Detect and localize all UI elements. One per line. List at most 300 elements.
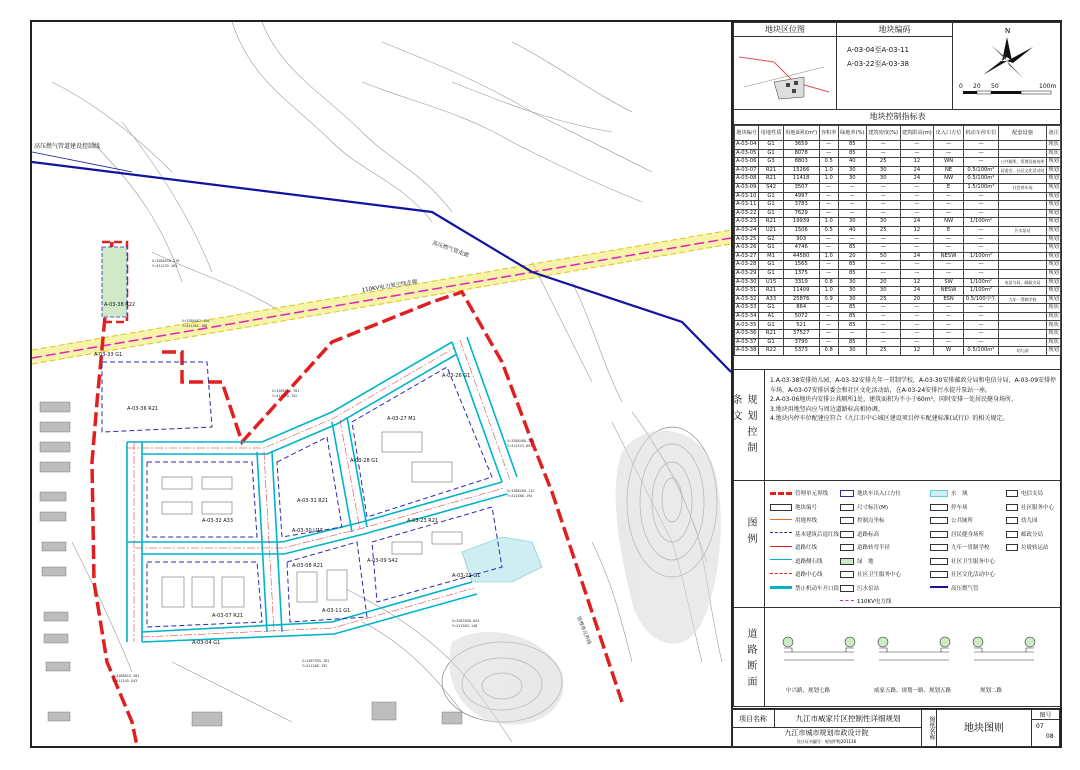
contour-lines <box>52 22 722 742</box>
legend-label: 道路标高 <box>857 531 880 538</box>
table-cell: — <box>934 338 964 347</box>
table-row <box>735 295 1061 304</box>
table-cell: 40 <box>838 226 866 235</box>
table-cell: A-03-05 <box>735 149 759 158</box>
table-cell: — <box>819 201 838 210</box>
legend-swatch <box>770 573 792 577</box>
table-cell: 1.0 <box>819 252 838 261</box>
plot-label: A-03-26 G1 <box>442 373 471 379</box>
legend-label: 道路中心线 <box>795 572 823 578</box>
legend-swatch <box>1006 504 1018 511</box>
table-row <box>735 347 1061 356</box>
table-cell: 4746 <box>783 244 819 253</box>
legend-item <box>930 530 984 538</box>
table-cell: 现状 <box>1048 149 1059 156</box>
table-row <box>735 209 1061 218</box>
table-cell: — <box>819 261 838 270</box>
table-cell: 12 <box>900 347 934 356</box>
table-cell: 1/100m² <box>963 287 998 296</box>
table-cell: — <box>900 338 934 347</box>
legend-item <box>930 516 973 524</box>
table-cell: R21 <box>759 218 783 227</box>
legend-box <box>733 480 1062 608</box>
table-cell: NW <box>934 218 964 227</box>
svg-text:Y=411268.192: Y=411268.192 <box>302 664 328 668</box>
table-cell: — <box>900 201 934 210</box>
table-cell: NESW <box>934 287 964 296</box>
plot-code-box <box>836 22 953 110</box>
table-cell: 3783 <box>783 201 819 210</box>
power-corridor <box>32 230 731 364</box>
table-cell: — <box>819 312 838 321</box>
table-cell: 50 <box>866 252 900 261</box>
table-cell: — <box>934 261 964 270</box>
institute-box <box>731 727 922 747</box>
table-cell <box>998 141 1046 150</box>
table-cell: — <box>819 149 838 158</box>
legend-swatch <box>840 571 854 578</box>
table-cell: 24 <box>900 287 934 296</box>
svg-text:X=3287935.781: X=3287935.781 <box>302 659 330 663</box>
table-cell: 24 <box>900 218 934 227</box>
table-row <box>735 330 1061 339</box>
legend-label: 社区文化活动中心 <box>951 572 996 578</box>
table-cell: 4997 <box>783 192 819 201</box>
table-cell: 0.8 <box>819 347 838 356</box>
table-cell: 19939 <box>783 218 819 227</box>
legend-swatch <box>770 586 792 590</box>
plot-label: A-03-08 R21 <box>292 563 324 569</box>
table-cell: R21 <box>759 287 783 296</box>
table-cell: — <box>963 321 998 330</box>
table-cell: A-03-11 <box>735 201 759 210</box>
table-row <box>735 183 1061 192</box>
table-cell: 37527 <box>783 330 819 339</box>
title-block <box>731 708 1060 747</box>
table-cell: — <box>819 321 838 330</box>
table-cell: 25876 <box>783 295 819 304</box>
plot-label: A-03-27 M1 <box>387 416 416 422</box>
regulation-item: 1.A-03-38安排幼儿园，A-03-32安排九年一贯制学校，A-03-30安排邮政分局和电信分局，A-03-09安排停车场，A-03-07安排居委会和社区文化活动站，在A-03-24安排污水提升泵站一座。 <box>770 377 1057 394</box>
table-cell: 30 <box>838 166 866 175</box>
table-cell: — <box>934 312 964 321</box>
table-cell: — <box>900 141 934 150</box>
table-cell: — <box>838 209 866 218</box>
table-cell: — <box>963 338 998 347</box>
plan-map <box>32 22 731 746</box>
table-cell: G1 <box>759 338 783 347</box>
table-cell: — <box>934 201 964 210</box>
table-cell: 24 <box>900 252 934 261</box>
table-cell: 0.5/100m² <box>963 166 998 175</box>
table-cell: 现状 <box>1048 338 1059 345</box>
table-cell: A-03-28 <box>735 261 759 270</box>
table-cell: 85 <box>838 244 866 253</box>
legend-item <box>1006 489 1043 497</box>
table-cell: 1.5/100m² <box>963 183 998 192</box>
table-cell: A-03-25 <box>735 235 759 244</box>
legend-label: 110KV电力线 <box>857 599 892 605</box>
table-header-cell: 绿地率(%) <box>838 126 866 141</box>
control-table <box>734 125 1061 356</box>
table-cell: — <box>900 192 934 201</box>
table-cell: 8803 <box>783 158 819 167</box>
table-cell: 1.0 <box>819 287 838 296</box>
legend-item <box>840 597 891 605</box>
legend-label: 社区卫生服务中心 <box>857 572 902 578</box>
table-cell: — <box>963 149 998 158</box>
svg-text:Y=411503.148: Y=411503.148 <box>452 624 478 628</box>
svg-text:X=3287830.024: X=3287830.024 <box>452 619 480 623</box>
table-cell: — <box>963 330 998 339</box>
table-cell: — <box>819 244 838 253</box>
table-cell <box>998 244 1046 253</box>
legend-item <box>930 543 990 551</box>
table-row <box>735 226 1061 235</box>
legend-label: 污水泵站 <box>857 585 880 592</box>
table-cell: NW <box>934 175 964 184</box>
table-cell: G1 <box>759 209 783 218</box>
table-cell: — <box>866 304 900 313</box>
table-cell: 规划 <box>1048 347 1059 354</box>
svg-text:Y=411145.543: Y=411145.543 <box>112 679 138 683</box>
table-cell: G1 <box>759 192 783 201</box>
plot-label: A-03-38 R22 <box>104 302 136 308</box>
table-cell: 25 <box>866 226 900 235</box>
sheet-no: 07 <box>1036 723 1044 730</box>
legend-swatch <box>1006 517 1018 524</box>
legend-item <box>770 489 828 497</box>
table-cell: — <box>963 226 998 235</box>
legend-label: 地块车出入口方位 <box>857 491 902 497</box>
legend-item <box>1006 503 1054 511</box>
table-cell: 公共厕所、管理及接待所 <box>998 158 1046 167</box>
table-cell: 85 <box>838 149 866 158</box>
legend-item <box>840 584 879 592</box>
legend-swatch <box>840 600 854 604</box>
table-cell: 30 <box>838 287 866 296</box>
table-row <box>735 304 1061 313</box>
table-cell: 规划 <box>1048 218 1059 225</box>
legend-label: 邮政分局 <box>1021 531 1044 538</box>
legend-item <box>840 543 890 551</box>
table-header-cell: 建筑密度(%) <box>866 126 900 141</box>
table-cell: R21 <box>759 175 783 184</box>
table-cell: — <box>866 141 900 150</box>
table-cell: — <box>866 321 900 330</box>
project-label: 项目名称 <box>731 709 775 728</box>
table-cell: — <box>900 244 934 253</box>
north-scale-box <box>952 22 1062 110</box>
table-cell: G1 <box>759 261 783 270</box>
table-cell: — <box>934 304 964 313</box>
table-cell: 12 <box>900 278 934 287</box>
table-cell: 电信分局、邮政支局 <box>998 278 1046 287</box>
table-cell: — <box>819 209 838 218</box>
table-cell: E <box>934 226 964 235</box>
legend-label: 控制点坐标 <box>857 518 885 524</box>
table-row <box>735 321 1061 330</box>
table-cell: 规划 <box>1048 192 1059 199</box>
table-row <box>735 252 1061 261</box>
legend-item <box>770 543 817 551</box>
table-cell: 3507 <box>783 183 819 192</box>
table-cell: — <box>963 201 998 210</box>
table-cell: A-03-34 <box>735 312 759 321</box>
scale-100: 100m <box>1039 83 1057 90</box>
legend-swatch <box>840 517 854 524</box>
table-cell: 规划 <box>1048 261 1059 268</box>
north-label: N <box>1005 27 1011 35</box>
table-cell: 85 <box>838 321 866 330</box>
svg-text:Y=411523.093: Y=411523.093 <box>507 444 533 448</box>
legend-label: 禁止机动车开口段 <box>795 585 840 592</box>
table-cell: — <box>963 244 998 253</box>
table-cell: — <box>900 312 934 321</box>
table-cell: 8078 <box>783 149 819 158</box>
table-cell <box>998 330 1046 339</box>
table-cell: 1/100m² <box>963 252 998 261</box>
table-cell: — <box>963 261 998 270</box>
table-cell: 3790 <box>783 338 819 347</box>
legend-swatch <box>840 558 854 565</box>
table-cell: 规划 <box>1048 287 1059 294</box>
table-cell: 30 <box>866 166 900 175</box>
legend-swatch <box>1006 544 1018 551</box>
table-cell: SW <box>934 278 964 287</box>
drawing-name-label: 图纸名称 <box>921 709 937 747</box>
legend-item <box>930 557 995 565</box>
plot-label: A-03-22 G1 <box>452 573 481 579</box>
svg-text:Y=411261.188: Y=411261.188 <box>182 324 208 328</box>
legend-label: 社区卫生服务中心 <box>951 558 996 565</box>
label-power-line: 110KV电力架空线走廊 <box>361 279 418 294</box>
sections-title: 道路断面 <box>745 628 756 692</box>
table-cell: 25 <box>866 347 900 356</box>
table-cell <box>998 261 1046 270</box>
table-header-cell: 用地性质 <box>759 126 783 141</box>
table-cell: 40 <box>838 158 866 167</box>
legend-swatch <box>930 531 948 538</box>
table-cell: — <box>963 209 998 218</box>
section-caption: 规划二路 <box>980 688 1003 694</box>
sheet-label: 图号 <box>1032 710 1059 720</box>
table-cell: 30 <box>866 218 900 227</box>
plot-label: A-03-36 R21 <box>127 406 159 412</box>
table-row <box>735 235 1061 244</box>
svg-text:X=3288480.368: X=3288480.368 <box>507 439 535 443</box>
table-cell: A-03-09 <box>735 183 759 192</box>
table-cell: A-03-33 <box>735 304 759 313</box>
table-cell: A33 <box>759 295 783 304</box>
road-section-drawings <box>774 622 1054 682</box>
table-cell: — <box>963 304 998 313</box>
table-cell: — <box>819 141 838 150</box>
table-row <box>735 287 1061 296</box>
legend-swatch <box>930 558 948 565</box>
table-cell: — <box>900 304 934 313</box>
svg-text:Y=411232.163: Y=411232.163 <box>152 264 178 268</box>
table-row <box>735 261 1061 270</box>
table-cell: — <box>866 312 900 321</box>
table-cell: A-03-32 <box>735 295 759 304</box>
legend-label: 管理单元界线 <box>795 491 829 497</box>
table-cell <box>998 338 1046 347</box>
table-cell <box>998 192 1046 201</box>
table-cell: 0.5 <box>819 226 838 235</box>
table-cell <box>998 269 1046 278</box>
table-cell: 85 <box>838 261 866 270</box>
sheet-box <box>1031 709 1060 747</box>
table-row <box>735 269 1061 278</box>
table-cell: — <box>963 192 998 201</box>
scale-0: 0 <box>959 83 963 90</box>
table-cell: A-03-10 <box>735 192 759 201</box>
table-cell: 1/100m² <box>963 278 998 287</box>
drawing-name: 地块图则 <box>936 709 1032 747</box>
table-cell: 规划 <box>1048 270 1059 276</box>
table-cell: 30 <box>838 175 866 184</box>
table-cell: — <box>819 304 838 313</box>
table-cell: 规划 <box>1048 209 1059 216</box>
table-cell: 规划 <box>1048 295 1059 302</box>
table-cell: 现状 <box>1048 312 1059 319</box>
legend-label: 道路红线 <box>795 545 818 551</box>
table-cell: — <box>866 149 900 158</box>
table-cell <box>998 175 1046 184</box>
table-cell: 规划 <box>1048 252 1059 259</box>
table-header-cell: 建筑限高(m) <box>900 126 934 141</box>
table-cell: A-03-30 <box>735 278 759 287</box>
table-cell: — <box>934 141 964 150</box>
table-header-cell: 机动车停车位 <box>963 126 998 141</box>
table-cell: — <box>963 269 998 278</box>
table-cell: — <box>900 330 934 339</box>
legend-label: 基本建筑后退红线 <box>795 531 840 538</box>
table-cell: U21 <box>759 226 783 235</box>
plot-code-line1: A-03-04至A-03-11 <box>847 46 910 54</box>
legend-label: 九年一贯制学校 <box>951 545 990 551</box>
table-cell: A-03-24 <box>735 226 759 235</box>
table-cell: R22 <box>759 347 783 356</box>
legend-swatch <box>770 546 792 550</box>
legend-item <box>840 570 901 578</box>
plot-code-line2: A-03-22至A-03-38 <box>847 60 910 68</box>
table-cell: A-03-22 <box>735 209 759 218</box>
legend-label: 水 域 <box>951 491 968 497</box>
table-cell: 污水泵站 <box>998 226 1046 235</box>
table-cell: — <box>934 244 964 253</box>
table-cell: 30 <box>838 218 866 227</box>
plot-label: A-03-31 R21 <box>297 498 329 504</box>
table-cell <box>998 321 1046 330</box>
table-cell: 15266 <box>783 166 819 175</box>
table-cell: 1.0 <box>819 175 838 184</box>
table-cell: 0.8 <box>819 278 838 287</box>
legend-label: 用地界线 <box>795 518 818 524</box>
table-cell: 85 <box>838 304 866 313</box>
table-cell: G1 <box>759 269 783 278</box>
table-cell: ESN <box>934 295 964 304</box>
table-cell: 20 <box>866 278 900 287</box>
table-cell: 居委会、社区文化活动站 <box>998 166 1046 175</box>
table-cell: — <box>819 338 838 347</box>
table-cell: R21 <box>759 330 783 339</box>
table-cell <box>998 287 1046 296</box>
table-cell: G3 <box>759 158 783 167</box>
table-cell: 0.9 <box>819 295 838 304</box>
table-cell: — <box>819 269 838 278</box>
legend-title: 图例 <box>745 517 756 549</box>
table-cell <box>998 304 1046 313</box>
table-cell: — <box>963 235 998 244</box>
table-cell: 社会停车场 <box>998 183 1046 192</box>
regulation-item: 3.地块用地竖向应与周边道路标高相协调。 <box>770 405 884 413</box>
north-arrow-icon <box>953 23 1061 109</box>
table-cell: — <box>900 261 934 270</box>
table-cell: 3659 <box>783 141 819 150</box>
table-cell: — <box>963 312 998 321</box>
road-sections-box <box>733 607 1062 707</box>
table-cell: 864 <box>783 304 819 313</box>
table-cell: — <box>838 183 866 192</box>
table-cell: — <box>866 244 900 253</box>
table-cell: — <box>934 321 964 330</box>
legend-label: 电信支局 <box>1021 491 1044 497</box>
table-cell: 24 <box>900 175 934 184</box>
legend-item <box>930 489 968 497</box>
plot-code-title: 地块编码 <box>837 23 952 37</box>
table-cell: G1 <box>759 141 783 150</box>
svg-text:Y=411586.194: Y=411586.194 <box>507 494 533 498</box>
table-cell: 规划 <box>1048 175 1059 182</box>
table-cell: — <box>963 141 998 150</box>
table-cell: A-03-27 <box>735 252 759 261</box>
legend-swatch <box>840 585 854 592</box>
table-cell: A-03-29 <box>735 269 759 278</box>
legend-label: 地块编号 <box>795 504 818 511</box>
legend-item <box>840 503 888 511</box>
institute-name: 九江市城市规划市政设计院 <box>784 729 869 737</box>
table-cell: — <box>866 235 900 244</box>
regulations-title: 规划控制条文 <box>730 394 756 458</box>
table-cell: A-03-07 <box>735 166 759 175</box>
table-cell: G1 <box>759 321 783 330</box>
table-cell: 现状 <box>1048 321 1059 328</box>
table-cell: 现状 <box>1048 330 1059 337</box>
plot-label: A-03-33 G1 <box>94 352 123 358</box>
legend-item <box>930 584 979 592</box>
table-cell: A-03-26 <box>735 244 759 253</box>
legend-swatch <box>1006 531 1018 538</box>
legend-item <box>770 530 839 538</box>
legend-item <box>770 584 839 592</box>
table-cell: 11409 <box>783 287 819 296</box>
table-cell: A1 <box>759 312 783 321</box>
table-cell: 0.5/100m² <box>963 175 998 184</box>
table-header-cell: 备注 <box>1047 126 1061 141</box>
table-cell: 20 <box>900 295 934 304</box>
table-cell: — <box>819 235 838 244</box>
table-cell: — <box>934 330 964 339</box>
legend-item <box>770 516 817 524</box>
legend-label: 居民健身场所 <box>951 531 985 538</box>
table-cell: 规划 <box>1048 158 1059 165</box>
legend-item <box>1006 516 1038 524</box>
table-cell: 1.0 <box>819 218 838 227</box>
plot-label: A-03-04 G1 <box>192 640 221 646</box>
plot-label: A-03-09 S42 <box>367 558 398 564</box>
